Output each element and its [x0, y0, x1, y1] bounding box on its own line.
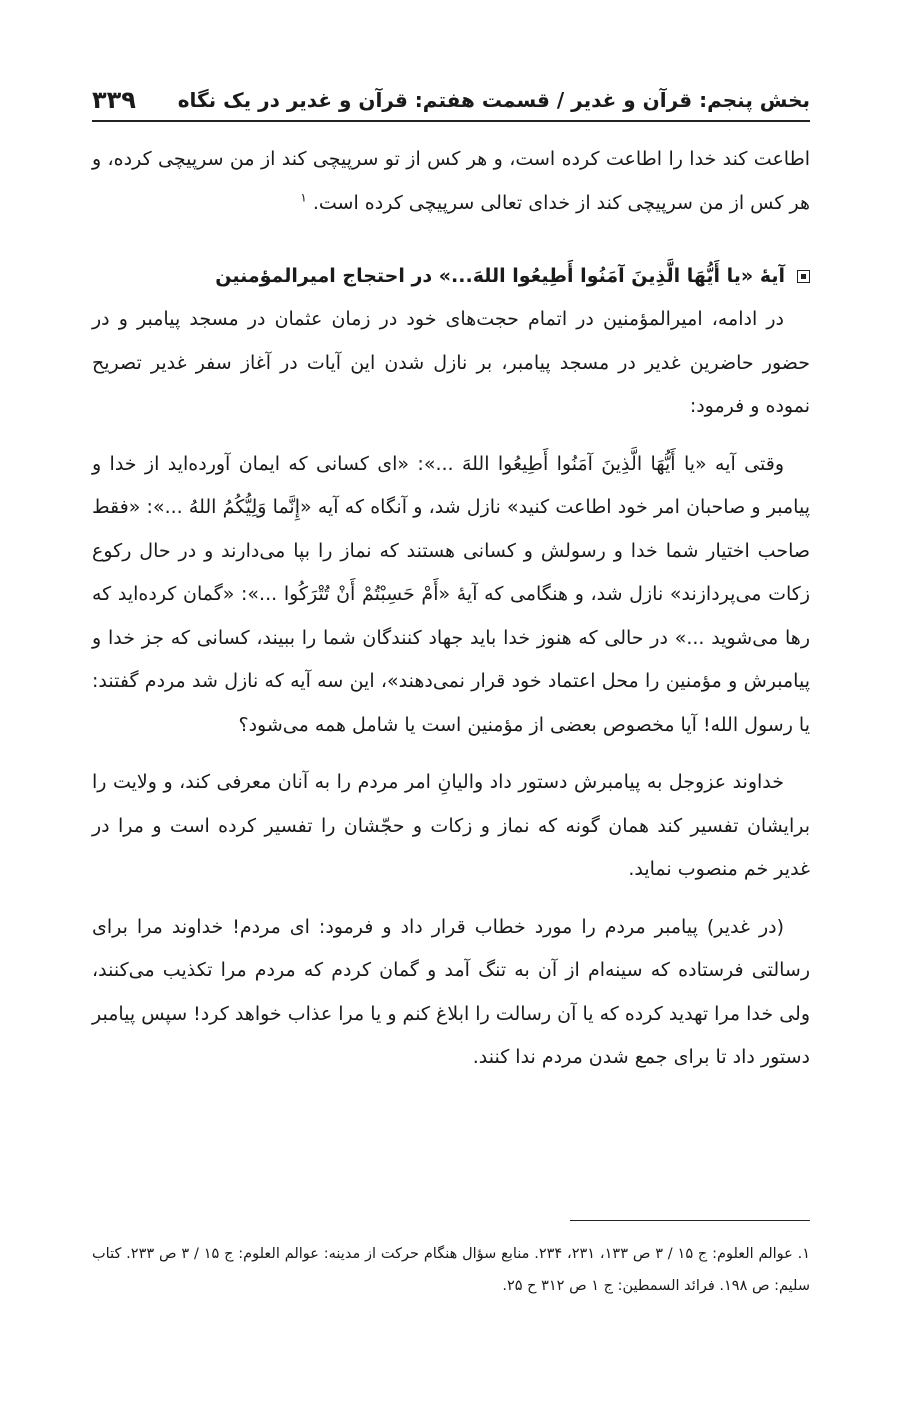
page-header [92, 74, 810, 114]
page-number: ۳۳۹ [92, 86, 136, 114]
section-heading-text: آیهٔ «یا أَیُّهَا الَّذِینَ آمَنُوا أَطِیعُوا اللهَ...» در احتجاج امیرالمؤمنین [215, 265, 785, 287]
paragraph-2: وقتی آیه «یا أَیُّهَا الَّذِینَ آمَنُوا أَطِیعُوا اللهَ ...»: «ای کسانی که ایمان آورده‌اید از خدا و پیامبر و صاحبان امر خود اطاعت کنید» نازل شد، و آنگاه که آیه «إِنَّما وَلِیُّکُمُ اللهُ ...»: «فقط صاحب اختیار شما خدا و رسولش و کسانی هستند که نماز را بپا می‌دارند و در حال رکوع زکات می‌پردازند» نازل شد، و هنگامی که آیهٔ «أَمْ حَسِبْتُمْ أَنْ تُتْرَکُوا ...»: «گمان کرده‌اید که رها می‌شوید ...» در حالی که هنوز خدا باید جهاد کنندگان شما را ببیند، کسانی که جز خدا و پیامبرش و مؤمنین را محل اعتماد خود قرار نمی‌دهند»، این سه آیه که نازل شد مردم گفتند: یا رسول الله! آیا مخصوص بعضی از مؤمنین است یا شامل همه می‌شود؟ [92, 452, 810, 736]
paragraph-3: خداوند عزوجل به پیامبرش دستور داد والیانِ امر مردم را به آنان معرفی کند، و ولایت را برایشان تفسیر کند همان گونه که نماز و زکات و حجّشان را تفسیر کرده است و مرا در غدیر خم منصوب نماید. [92, 771, 810, 880]
intro-text: اطاعت کند خدا را اطاعت کرده است، و هر کس از تو سرپیچی کند از من سرپیچی کرده، و هر کس از من سرپیچی کند از خدای تعالی سرپیچی کرده است. [92, 148, 810, 214]
header-rule [92, 120, 810, 122]
body-text [92, 138, 810, 1080]
footnotes [92, 1238, 810, 1302]
running-title: بخش پنجم: قرآن و غدیر / قسمت هفتم: قرآن و غدیر در یک نگاه [177, 88, 810, 112]
footnote-marker[interactable]: ۱ [300, 190, 307, 205]
footnote-rule [570, 1220, 810, 1221]
footnote-1: ۱. عوالم العلوم: ج ۱۵ / ۳ ص ۱۳۳، ۲۳۱، ۲۳۴. منابع سؤال هنگام حرکت از مدینه: عوالم العلوم: ج ۱۵ / ۳ ص ۲۳۳. کتاب سلیم: ص ۱۹۸. فرائد السمطین: ج ۱ ص ۳۱۲ ح ۲۵. [92, 1246, 811, 1294]
intro-paragraph [92, 138, 810, 225]
book-page [92, 0, 810, 1405]
paragraph-4: (در غدیر) پیامبر مردم را مورد خطاب قرار داد و فرمود: ای مردم! خداوند مرا برای رسالتی فرستاده که سینه‌ام از آن به تنگ آمد و گمان کردم که مردم مرا تکذیب می‌کنند، ولی خدا مرا تهدید کرده که یا آن رسالت را ابلاغ کنم و یا مرا عذاب خواهد کرد! سپس پیامبر دستور داد تا برای جمع شدن مردم ندا کنند. [92, 915, 810, 1068]
square-bullet-icon [797, 270, 810, 283]
section-heading [92, 254, 810, 298]
paragraph-1: در ادامه، امیرالمؤمنین در اتمام حجت‌های خود در زمان عثمان در مسجد پیامبر و در حضور حاضرین غدیر در مسجد پیامبر، بر نازل شدن این آیات در آغاز سفر غدیر تصریح نموده و فرمود: [92, 308, 810, 417]
